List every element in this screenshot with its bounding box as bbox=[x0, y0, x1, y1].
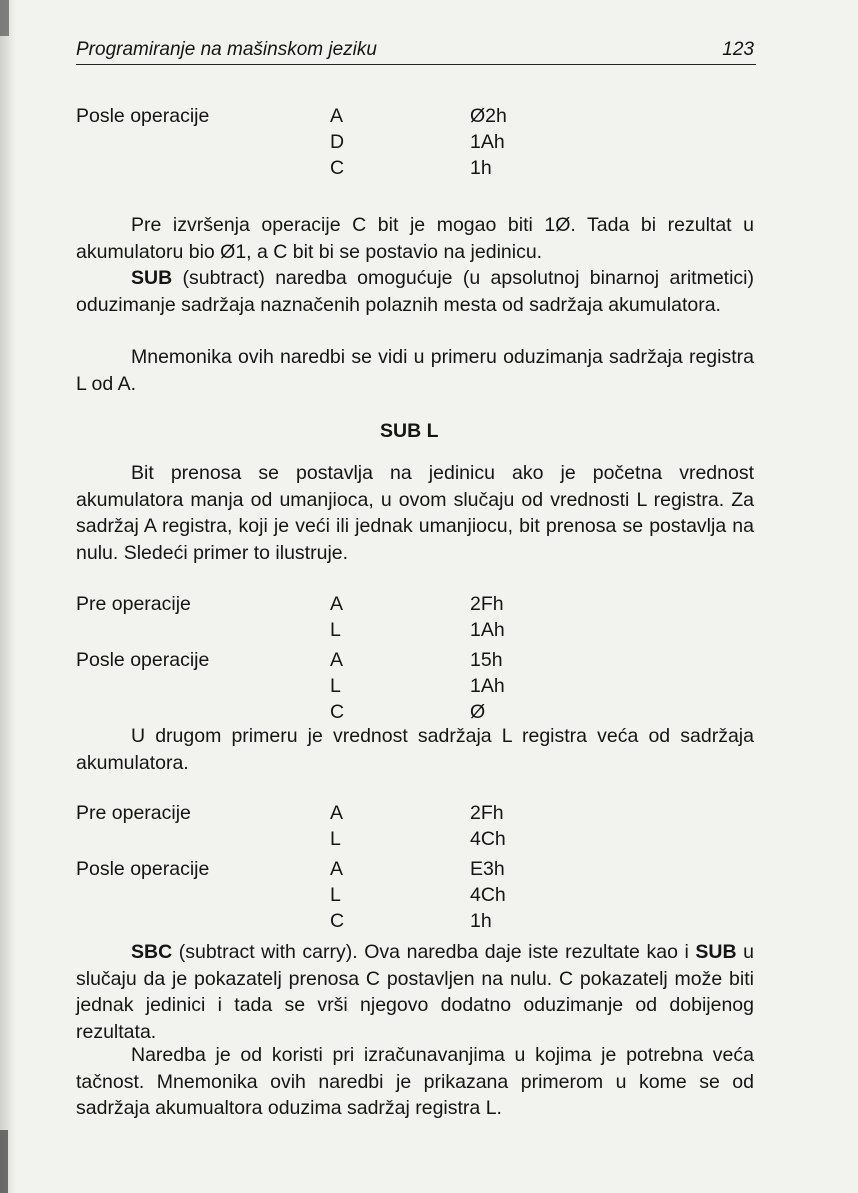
table1-reg: A bbox=[330, 105, 344, 127]
page-number: 123 bbox=[722, 39, 754, 60]
table2-val: 1Ah bbox=[470, 619, 505, 641]
spine-mark-bottom bbox=[0, 1130, 8, 1193]
table1-val: 1Ah bbox=[470, 131, 505, 153]
table1-label: Posle operacije bbox=[76, 105, 210, 127]
table3-reg: L bbox=[330, 884, 341, 906]
paragraph-sbc bbox=[76, 939, 754, 1045]
spine-mark-top bbox=[0, 0, 9, 36]
table3-label: Pre operacije bbox=[76, 802, 191, 824]
table2-reg: A bbox=[330, 649, 344, 671]
header-title: Programiranje na mašinskom jeziku bbox=[76, 39, 377, 60]
table2-reg: L bbox=[330, 619, 341, 641]
table2-reg: L bbox=[330, 675, 341, 697]
table3-val: 4Ch bbox=[470, 884, 506, 906]
table3-reg: A bbox=[330, 802, 344, 824]
keyword-sbc: SBC bbox=[131, 941, 173, 963]
table2-label: Posle operacije bbox=[76, 649, 210, 671]
table1-val: Ø2h bbox=[470, 105, 507, 127]
heading-sub-l: SUB L bbox=[380, 420, 439, 442]
running-header bbox=[76, 38, 756, 65]
table3-val: 1h bbox=[470, 910, 492, 932]
table3-label: Posle operacije bbox=[76, 858, 210, 880]
table3-reg: L bbox=[330, 828, 341, 850]
keyword-sub: SUB bbox=[131, 267, 173, 289]
paragraph-mnemonic: Mnemonika ovih naredbi se vidi u primeru oduzimanja sadržaja registra L od A. bbox=[76, 346, 754, 395]
table2-val: 1Ah bbox=[470, 675, 505, 697]
table2-label: Pre operacije bbox=[76, 593, 191, 615]
paragraph-precision: Naredba je od koristi pri izračunavanjima u kojima je potrebna veća tačnost. Mnemonika ovih naredbi je prikazana primerom u kome se od sadržaja akumualtora oduzima sadržaj registra L. bbox=[76, 1044, 754, 1119]
table1-val: 1h bbox=[470, 157, 492, 179]
table3-val: E3h bbox=[470, 858, 505, 880]
paragraph-sub-text: (subtract) naredba omogućuje (u apsolutnoj binarnoj aritmetici) oduzimanje sadržaja naznačenih polaznih mesta od sadržaja akumulatora. bbox=[76, 267, 754, 316]
paragraph-carry-bit: Bit prenosa se postavlja na jedinicu ako je početna vrednost akumulatora manja od umanjioca, u ovom slučaju od vrednosti L registra. Za sadržaj A registra, koji je veći ili jednak umanjiocu, bit prenosa se postavlja na nulu. Sledeći primer to ilustruje. bbox=[76, 462, 754, 564]
paragraph-sbc-text2: u slučaju da je pokazatelj prenosa C postavljen na nulu. C pokazatelj može biti jednak jedinici i tada se vrši njegovo dodatno oduzimanje od dobijenog rezultata. bbox=[76, 941, 754, 1043]
table2-reg: C bbox=[330, 701, 345, 723]
table2-val: Ø bbox=[470, 701, 486, 723]
table1-reg: C bbox=[330, 157, 345, 179]
table2-val: 15h bbox=[470, 649, 503, 671]
table1-reg: D bbox=[330, 131, 345, 153]
paragraph-sub-intro bbox=[76, 265, 754, 318]
keyword-sub-inline: SUB bbox=[695, 941, 737, 963]
table2-reg: A bbox=[330, 593, 344, 615]
table3-reg: A bbox=[330, 858, 344, 880]
paragraph-second-example: U drugom primeru je vrednost sadržaja L registra veća od sadržaja akumulatora. bbox=[76, 725, 754, 774]
table3-val: 2Fh bbox=[470, 802, 504, 824]
page-spine-shadow bbox=[0, 0, 16, 1193]
table3-reg: C bbox=[330, 910, 345, 932]
table3-val: 4Ch bbox=[470, 828, 506, 850]
paragraph-carry-before: Pre izvršenja operacije C bit je mogao biti 1Ø. Tada bi rezultat u akumulatoru bio Ø1, a C bit bi se postavio na jedinicu. bbox=[76, 214, 754, 263]
paragraph-sbc-text1: (subtract with carry). Ova naredba daje iste rezultate kao i bbox=[172, 941, 696, 963]
table2-val: 2Fh bbox=[470, 593, 504, 615]
